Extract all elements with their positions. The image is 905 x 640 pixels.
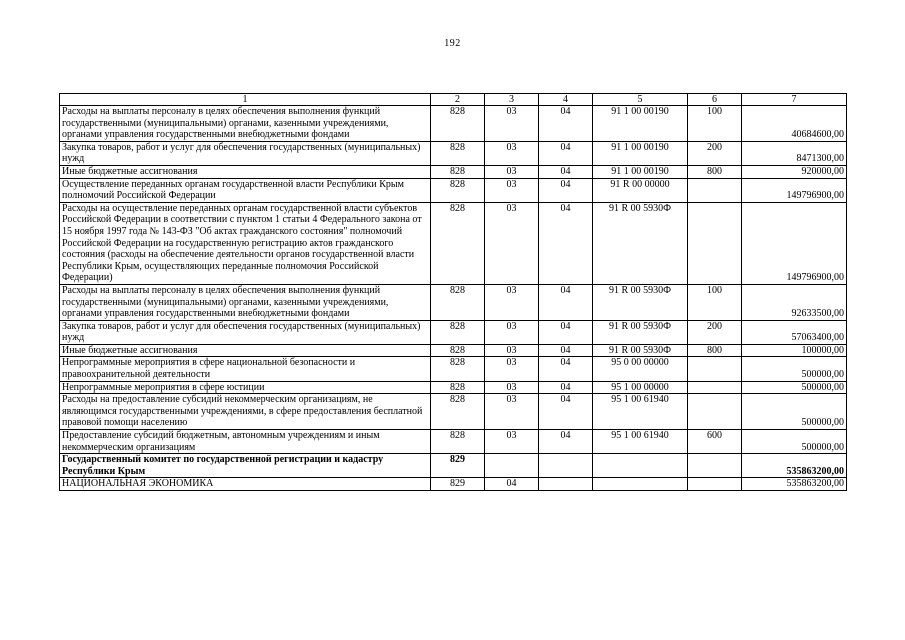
amount-cell: 500000,00 bbox=[742, 430, 847, 454]
section-code-cell: 03 bbox=[485, 344, 539, 357]
expense-type-cell: 200 bbox=[688, 320, 742, 344]
header-cell: 5 bbox=[593, 94, 688, 106]
subsection-code-cell: 04 bbox=[539, 344, 593, 357]
department-code-cell: 828 bbox=[431, 430, 485, 454]
expense-type-cell: 100 bbox=[688, 106, 742, 142]
subsection-code-cell: 04 bbox=[539, 430, 593, 454]
department-code-cell: 828 bbox=[431, 284, 485, 320]
section-code-cell: 03 bbox=[485, 320, 539, 344]
amount-cell: 920000,00 bbox=[742, 165, 847, 178]
subsection-code-cell: 04 bbox=[539, 106, 593, 142]
expense-type-cell: 200 bbox=[688, 141, 742, 165]
expense-name-cell: НАЦИОНАЛЬНАЯ ЭКОНОМИКА bbox=[60, 478, 431, 491]
section-code-cell: 03 bbox=[485, 284, 539, 320]
amount-cell: 500000,00 bbox=[742, 357, 847, 381]
section-code-cell: 04 bbox=[485, 478, 539, 491]
expense-type-cell bbox=[688, 202, 742, 284]
target-article-cell bbox=[593, 454, 688, 478]
expense-name-cell: Иные бюджетные ассигнования bbox=[60, 344, 431, 357]
section-code-cell: 03 bbox=[485, 394, 539, 430]
expense-type-cell bbox=[688, 394, 742, 430]
section-code-cell: 03 bbox=[485, 381, 539, 394]
expense-type-cell bbox=[688, 178, 742, 202]
expense-type-cell: 800 bbox=[688, 165, 742, 178]
table-row bbox=[60, 141, 847, 165]
department-code-cell: 829 bbox=[431, 454, 485, 478]
table-row bbox=[60, 344, 847, 357]
target-article-cell: 91 R 00 5930Ф bbox=[593, 284, 688, 320]
page-number: 192 bbox=[444, 38, 461, 49]
expense-name-cell: Непрограммные мероприятия в сфере национальной безопасности и правоохранительной деятельности bbox=[60, 357, 431, 381]
section-code-cell bbox=[485, 454, 539, 478]
amount-cell: 500000,00 bbox=[742, 394, 847, 430]
department-code-cell: 828 bbox=[431, 202, 485, 284]
target-article-cell: 95 0 00 00000 bbox=[593, 357, 688, 381]
subsection-code-cell: 04 bbox=[539, 141, 593, 165]
header-cell: 6 bbox=[688, 94, 742, 106]
department-code-cell: 828 bbox=[431, 394, 485, 430]
target-article-cell: 95 1 00 00000 bbox=[593, 381, 688, 394]
expense-type-cell: 100 bbox=[688, 284, 742, 320]
target-article-cell: 91 1 00 00190 bbox=[593, 141, 688, 165]
amount-cell: 40684600,00 bbox=[742, 106, 847, 142]
amount-cell: 149796900,00 bbox=[742, 178, 847, 202]
header-cell: 1 bbox=[60, 94, 431, 106]
subsection-code-cell: 04 bbox=[539, 320, 593, 344]
expense-type-cell bbox=[688, 381, 742, 394]
expense-name-cell: Предоставление субсидий бюджетным, автономным учреждениям и иным некоммерческим организациям bbox=[60, 430, 431, 454]
department-code-cell: 828 bbox=[431, 141, 485, 165]
section-code-cell: 03 bbox=[485, 141, 539, 165]
table-row bbox=[60, 165, 847, 178]
subsection-code-cell: 04 bbox=[539, 165, 593, 178]
department-code-cell: 828 bbox=[431, 381, 485, 394]
department-code-cell: 828 bbox=[431, 357, 485, 381]
table-row bbox=[60, 394, 847, 430]
expense-name-cell: Расходы на выплаты персоналу в целях обеспечения выполнения функций государственными (муниципальными) органами, казенными учреждениями, органами управления государственными внебюджетными фондами bbox=[60, 284, 431, 320]
section-code-cell: 03 bbox=[485, 178, 539, 202]
header-cell: 2 bbox=[431, 94, 485, 106]
table-row bbox=[60, 381, 847, 394]
table-row bbox=[60, 106, 847, 142]
subsection-code-cell: 04 bbox=[539, 394, 593, 430]
header-row bbox=[60, 94, 847, 106]
amount-cell: 149796900,00 bbox=[742, 202, 847, 284]
expense-name-cell: Непрограммные мероприятия в сфере юстиции bbox=[60, 381, 431, 394]
section-code-cell: 03 bbox=[485, 202, 539, 284]
amount-cell: 535863200,00 bbox=[742, 478, 847, 491]
amount-cell: 92633500,00 bbox=[742, 284, 847, 320]
department-code-cell: 828 bbox=[431, 320, 485, 344]
expense-name-cell: Закупка товаров, работ и услуг для обеспечения государственных (муниципальных) нужд bbox=[60, 320, 431, 344]
amount-cell: 8471300,00 bbox=[742, 141, 847, 165]
table-row bbox=[60, 357, 847, 381]
target-article-cell: 95 1 00 61940 bbox=[593, 430, 688, 454]
target-article-cell: 91 R 00 5930Ф bbox=[593, 344, 688, 357]
expense-name-cell: Осуществление переданных органам государственной власти Республики Крым полномочий Российской Федерации bbox=[60, 178, 431, 202]
expense-type-cell bbox=[688, 454, 742, 478]
expense-type-cell: 800 bbox=[688, 344, 742, 357]
target-article-cell: 91 1 00 00190 bbox=[593, 165, 688, 178]
department-code-cell: 829 bbox=[431, 478, 485, 491]
table-row bbox=[60, 478, 847, 491]
expense-name-cell: Расходы на осуществление переданных органам государственной власти субъектов Российской Федерации в соответствии с пунктом 1 статьи 4 Федерального закона от 15 ноября 1997 года № 143-ФЗ "Об актах гражданского состояния" полномочий Российской Федерации на государственную регистрацию актов гражданского состояния (расходы на обеспечение деятельности органов государственной власти Республики Крым, осуществляющих переданные полномочия Российской Федерации) bbox=[60, 202, 431, 284]
target-article-cell: 91 1 00 00190 bbox=[593, 106, 688, 142]
budget-table bbox=[59, 93, 847, 491]
expense-type-cell: 600 bbox=[688, 430, 742, 454]
subsection-code-cell: 04 bbox=[539, 284, 593, 320]
table-row bbox=[60, 454, 847, 478]
department-code-cell: 828 bbox=[431, 165, 485, 178]
subsection-code-cell: 04 bbox=[539, 381, 593, 394]
expense-name-cell: Расходы на предоставление субсидий некоммерческим организациям, не являющимся государственными учреждениями, в сфере предоставления бесплатной правовой помощи населению bbox=[60, 394, 431, 430]
amount-cell: 57063400,00 bbox=[742, 320, 847, 344]
target-article-cell: 91 R 00 5930Ф bbox=[593, 320, 688, 344]
subsection-code-cell: 04 bbox=[539, 202, 593, 284]
amount-cell: 100000,00 bbox=[742, 344, 847, 357]
section-code-cell: 03 bbox=[485, 357, 539, 381]
section-code-cell: 03 bbox=[485, 430, 539, 454]
expense-type-cell bbox=[688, 357, 742, 381]
table-row bbox=[60, 178, 847, 202]
department-code-cell: 828 bbox=[431, 178, 485, 202]
expense-type-cell bbox=[688, 478, 742, 491]
table-row bbox=[60, 202, 847, 284]
table-row bbox=[60, 284, 847, 320]
subsection-code-cell: 04 bbox=[539, 178, 593, 202]
target-article-cell: 95 1 00 61940 bbox=[593, 394, 688, 430]
header-cell: 7 bbox=[742, 94, 847, 106]
subsection-code-cell: 04 bbox=[539, 357, 593, 381]
target-article-cell: 91 R 00 5930Ф bbox=[593, 202, 688, 284]
department-code-cell: 828 bbox=[431, 344, 485, 357]
subsection-code-cell bbox=[539, 478, 593, 491]
header-cell: 3 bbox=[485, 94, 539, 106]
amount-cell: 535863200,00 bbox=[742, 454, 847, 478]
expense-name-cell: Государственный комитет по государственной регистрации и кадастру Республики Крым bbox=[60, 454, 431, 478]
subsection-code-cell bbox=[539, 454, 593, 478]
table-row bbox=[60, 320, 847, 344]
table-row bbox=[60, 430, 847, 454]
header-cell: 4 bbox=[539, 94, 593, 106]
target-article-cell bbox=[593, 478, 688, 491]
section-code-cell: 03 bbox=[485, 165, 539, 178]
expense-name-cell: Закупка товаров, работ и услуг для обеспечения государственных (муниципальных) нужд bbox=[60, 141, 431, 165]
amount-cell: 500000,00 bbox=[742, 381, 847, 394]
target-article-cell: 91 R 00 00000 bbox=[593, 178, 688, 202]
section-code-cell: 03 bbox=[485, 106, 539, 142]
expense-name-cell: Расходы на выплаты персоналу в целях обеспечения выполнения функций государственными (муниципальными) органами, казенными учреждениями, органами управления государственными внебюджетными фондами bbox=[60, 106, 431, 142]
expense-name-cell: Иные бюджетные ассигнования bbox=[60, 165, 431, 178]
department-code-cell: 828 bbox=[431, 106, 485, 142]
